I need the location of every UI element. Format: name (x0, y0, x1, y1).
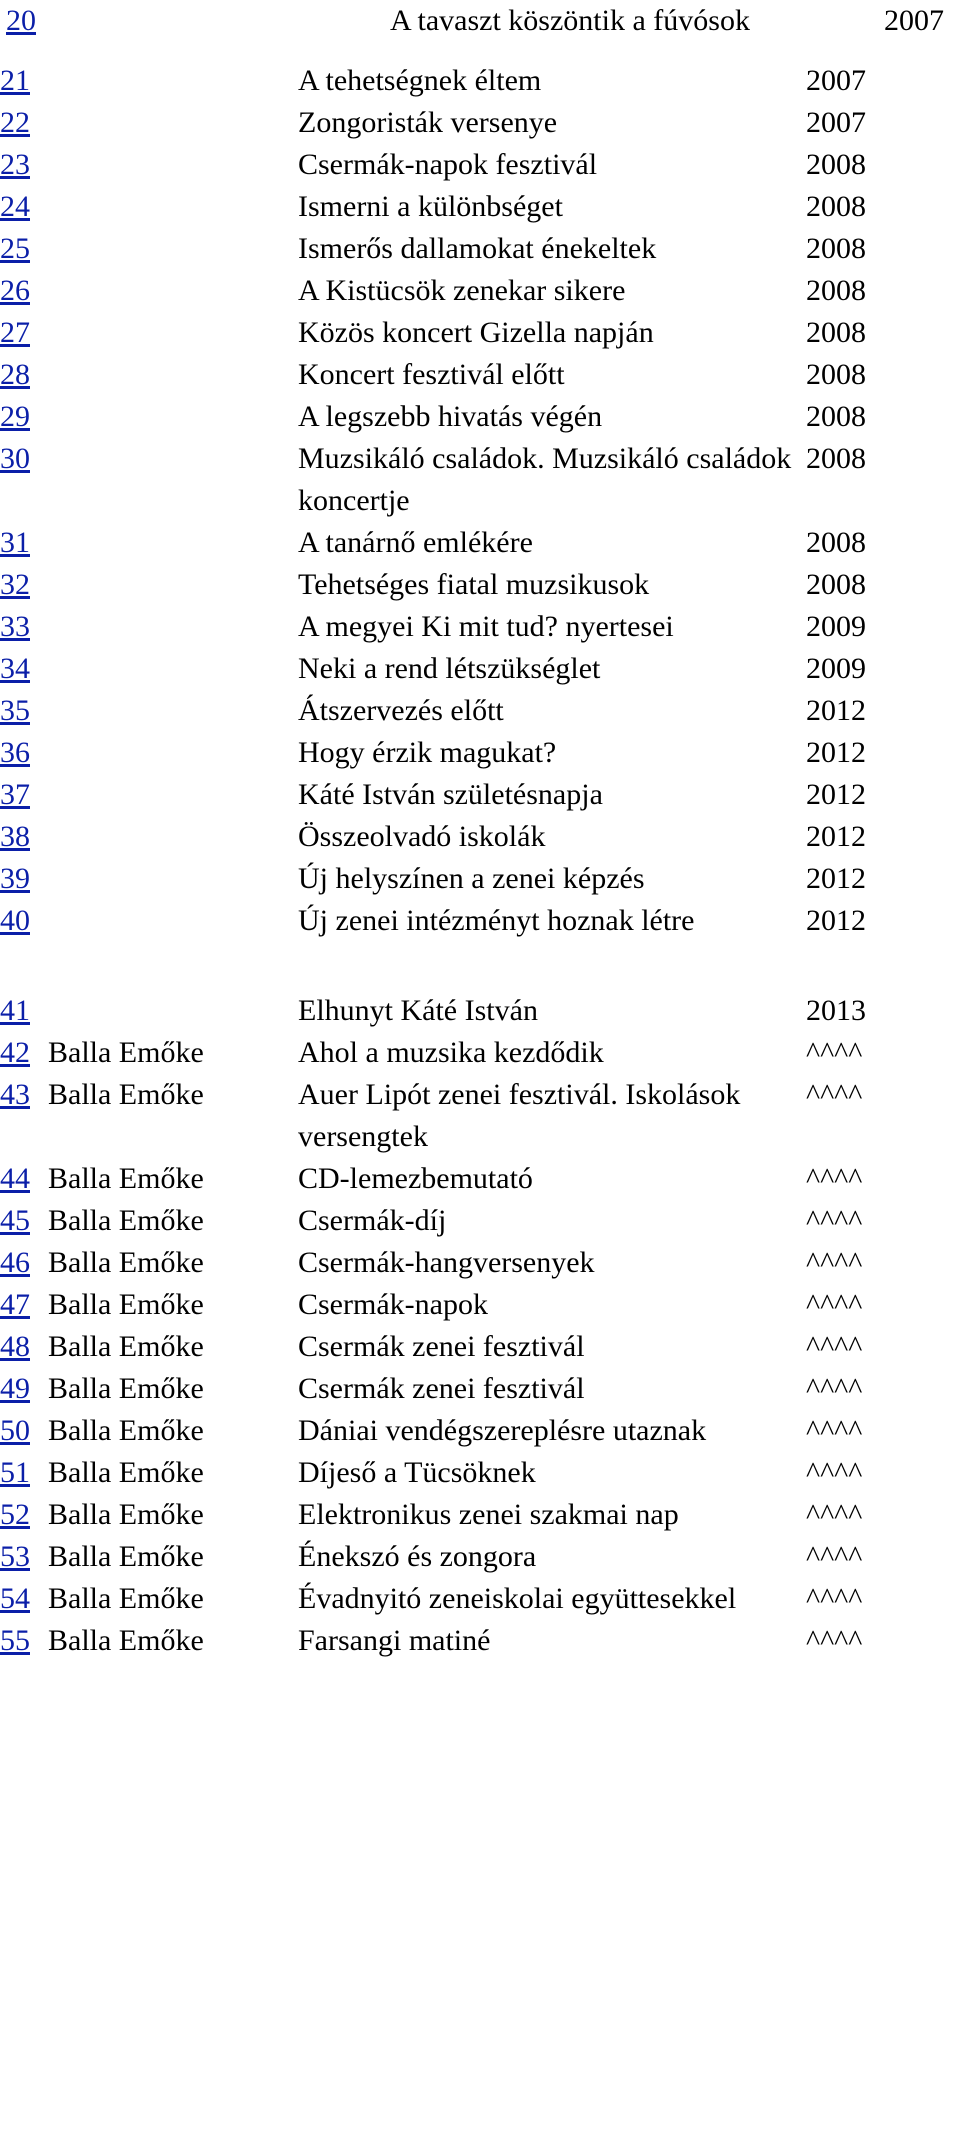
row-title: Csermák zenei fesztivál (298, 1330, 585, 1363)
row-author (48, 774, 298, 816)
row-author (48, 816, 298, 858)
row-title: Évadnyitó zeneiskolai együttesekkel (298, 1582, 737, 1615)
row-number-link[interactable]: 42 (0, 1036, 30, 1069)
row-title: A tanárnő emlékére (298, 526, 533, 559)
row-number-link[interactable]: 45 (0, 1204, 30, 1237)
row-year: 2007 (884, 4, 944, 37)
row-number-link[interactable]: 53 (0, 1540, 30, 1573)
table-row (0, 1536, 946, 1578)
row-title: Auer Lipót zenei fesztivál. Iskolások versengtek (298, 1078, 741, 1153)
row-number-link[interactable]: 40 (0, 904, 30, 937)
row-number-link[interactable]: 25 (0, 232, 30, 265)
row-year: 2012 (806, 778, 866, 811)
table-row (0, 732, 946, 774)
row-author: Balla Emőke (48, 1414, 204, 1447)
row-number-link[interactable]: 55 (0, 1624, 30, 1657)
group-gap (0, 942, 946, 990)
row-year: 2013 (806, 994, 866, 1027)
table-row (0, 1368, 946, 1410)
row-author (48, 858, 298, 900)
row-year: 2009 (806, 610, 866, 643)
table-row (0, 1578, 946, 1620)
row-title: Hogy érzik magukat? (298, 736, 557, 769)
row-number-link[interactable]: 38 (0, 820, 30, 853)
row-title: A tavaszt köszöntik a fúvósok (390, 4, 750, 37)
row-title: Csermák-díj (298, 1204, 447, 1237)
row-number-link[interactable]: 34 (0, 652, 30, 685)
row-year: 2007 (806, 106, 866, 139)
table-row (0, 438, 946, 522)
row-title: Dániai vendégszereplésre utaznak (298, 1414, 707, 1447)
row-author: Balla Emőke (48, 1372, 204, 1405)
row-title: Átszervezés előtt (298, 694, 504, 727)
row-title: Csermák-napok fesztivál (298, 148, 598, 181)
row-year: ^^^^ (806, 1162, 863, 1195)
table-row (0, 102, 946, 144)
row-year: 2009 (806, 652, 866, 685)
table-row (0, 1074, 946, 1158)
row-author: Balla Emőke (48, 1456, 204, 1489)
row-number-link[interactable]: 54 (0, 1582, 30, 1615)
row-year: 2012 (806, 820, 866, 853)
row-title: Farsangi matiné (298, 1624, 491, 1657)
row-author: Balla Emőke (48, 1288, 204, 1321)
row-number-link[interactable]: 30 (0, 442, 30, 475)
row-number-link[interactable]: 20 (6, 4, 36, 37)
row-author: Balla Emőke (48, 1624, 204, 1657)
row-number-link[interactable]: 39 (0, 862, 30, 895)
table-row (0, 396, 946, 438)
table-row (0, 1620, 946, 1662)
table-row (0, 1284, 946, 1326)
row-year: ^^^^ (806, 1204, 863, 1237)
table-row (0, 990, 946, 1032)
row-number-link[interactable]: 21 (0, 64, 30, 97)
row-title: Ahol a muzsika kezdődik (298, 1036, 604, 1069)
row-number-link[interactable]: 24 (0, 190, 30, 223)
row-title: Közös koncert Gizella napján (298, 316, 654, 349)
row-number-link[interactable]: 29 (0, 400, 30, 433)
row-year: ^^^^ (806, 1456, 863, 1489)
row-year: 2012 (806, 904, 866, 937)
row-title: Csermák zenei fesztivál (298, 1372, 585, 1405)
row-title: Ismerni a különbséget (298, 190, 563, 223)
row-title: Csermák-napok (298, 1288, 488, 1321)
row-year: 2008 (806, 358, 866, 391)
row-year: 2008 (806, 316, 866, 349)
row-title: Muzsikáló családok. Muzsikáló családok koncertje (298, 442, 792, 517)
row-number-link[interactable]: 33 (0, 610, 30, 643)
table-row (0, 564, 946, 606)
table-row (0, 354, 946, 396)
row-author: Balla Emőke (48, 1162, 204, 1195)
row-number-link[interactable]: 36 (0, 736, 30, 769)
table-row (0, 774, 946, 816)
row-author (48, 900, 298, 942)
row-author (48, 270, 298, 312)
row-year: 2012 (806, 694, 866, 727)
row-author (48, 60, 298, 102)
row-title: Elhunyt Káté István (298, 994, 538, 1027)
row-number-link[interactable]: 32 (0, 568, 30, 601)
table-row (0, 648, 946, 690)
row-number-link[interactable]: 50 (0, 1414, 30, 1447)
row-number-link[interactable]: 43 (0, 1078, 30, 1111)
row-author (48, 312, 298, 354)
row-title: Új helyszínen a zenei képzés (298, 862, 645, 895)
row-year: 2008 (806, 526, 866, 559)
list-row-top (0, 0, 960, 60)
row-year: ^^^^ (806, 1372, 863, 1405)
row-year: ^^^^ (806, 1582, 863, 1615)
row-number-link[interactable]: 35 (0, 694, 30, 727)
row-author (48, 690, 298, 732)
row-year: ^^^^ (806, 1246, 863, 1279)
article-table (0, 60, 946, 1662)
row-number-link[interactable]: 37 (0, 778, 30, 811)
row-title: Díjeső a Tücsöknek (298, 1456, 536, 1489)
table-row (0, 1494, 946, 1536)
table-row (0, 186, 946, 228)
table-row (0, 1242, 946, 1284)
row-author: Balla Emőke (48, 1078, 204, 1111)
row-year: ^^^^ (806, 1624, 863, 1657)
row-number-link[interactable]: 48 (0, 1330, 30, 1363)
row-number-link[interactable]: 26 (0, 274, 30, 307)
row-author (48, 354, 298, 396)
row-number-link[interactable]: 49 (0, 1372, 30, 1405)
table-row (0, 522, 946, 564)
table-row (0, 312, 946, 354)
row-title: CD-lemezbemutató (298, 1162, 533, 1195)
table-row (0, 858, 946, 900)
table-row (0, 690, 946, 732)
row-title: A megyei Ki mit tud? nyertesei (298, 610, 674, 643)
row-number-link[interactable]: 28 (0, 358, 30, 391)
row-number-link[interactable]: 52 (0, 1498, 30, 1531)
row-year: ^^^^ (806, 1498, 863, 1531)
row-author (48, 564, 298, 606)
row-year: ^^^^ (806, 1288, 863, 1321)
row-title: Összeolvadó iskolák (298, 820, 546, 853)
table-row (0, 1200, 946, 1242)
row-year: 2012 (806, 862, 866, 895)
row-author (48, 606, 298, 648)
row-title: A legszebb hivatás végén (298, 400, 603, 433)
table-row (0, 900, 946, 942)
row-author: Balla Emőke (48, 1498, 204, 1531)
row-year: 2008 (806, 400, 866, 433)
row-number-link[interactable]: 22 (0, 106, 30, 139)
row-year: 2008 (806, 442, 866, 475)
row-author: Balla Emőke (48, 1330, 204, 1363)
row-title: Csermák-hangversenyek (298, 1246, 595, 1279)
row-year: 2008 (806, 232, 866, 265)
row-title: Koncert fesztivál előtt (298, 358, 565, 391)
row-author (48, 144, 298, 186)
row-year: ^^^^ (806, 1414, 863, 1447)
row-author (48, 186, 298, 228)
row-title: Énekszó és zongora (298, 1540, 537, 1573)
row-title: Elektronikus zenei szakmai nap (298, 1498, 679, 1531)
row-author (48, 990, 298, 1032)
row-number-link[interactable]: 46 (0, 1246, 30, 1279)
row-author: Balla Emőke (48, 1204, 204, 1237)
row-number-link[interactable]: 23 (0, 148, 30, 181)
row-number-link[interactable]: 51 (0, 1456, 30, 1489)
row-number-link[interactable]: 47 (0, 1288, 30, 1321)
row-author: Balla Emőke (48, 1246, 204, 1279)
row-title: Zongoristák versenye (298, 106, 558, 139)
table-row (0, 60, 946, 102)
table-row (0, 1158, 946, 1200)
table-row (0, 1326, 946, 1368)
row-title: Ismerős dallamokat énekeltek (298, 232, 657, 265)
row-number-link[interactable]: 27 (0, 316, 30, 349)
row-year: 2008 (806, 190, 866, 223)
row-year: ^^^^ (806, 1036, 863, 1069)
row-number-link[interactable]: 44 (0, 1162, 30, 1195)
row-year: 2008 (806, 568, 866, 601)
row-author (48, 102, 298, 144)
table-row (0, 816, 946, 858)
table-row (0, 606, 946, 648)
row-title: Káté István születésnapja (298, 778, 603, 811)
row-author (48, 228, 298, 270)
row-number-link[interactable]: 31 (0, 526, 30, 559)
table-row (0, 1410, 946, 1452)
row-title: Tehetséges fiatal muzsikusok (298, 568, 650, 601)
row-title: Neki a rend létszükséglet (298, 652, 601, 685)
row-author (48, 438, 298, 522)
row-year: 2007 (806, 64, 866, 97)
table-row (0, 144, 946, 186)
row-author (48, 648, 298, 690)
row-year: 2008 (806, 274, 866, 307)
row-author (48, 396, 298, 438)
row-author: Balla Emőke (48, 1582, 204, 1615)
row-author: Balla Emőke (48, 1540, 204, 1573)
row-title: A tehetségnek éltem (298, 64, 542, 97)
row-title: Új zenei intézményt hoznak létre (298, 904, 695, 937)
row-number-link[interactable]: 41 (0, 994, 30, 1027)
row-author (48, 522, 298, 564)
row-year: 2012 (806, 736, 866, 769)
table-row (0, 228, 946, 270)
row-author: Balla Emőke (48, 1036, 204, 1069)
row-author (48, 732, 298, 774)
table-row (0, 1032, 946, 1074)
row-title: A Kistücsök zenekar sikere (298, 274, 626, 307)
row-year: 2008 (806, 148, 866, 181)
row-year: ^^^^ (806, 1540, 863, 1573)
row-year: ^^^^ (806, 1330, 863, 1363)
table-row (0, 1452, 946, 1494)
row-year: ^^^^ (806, 1078, 863, 1111)
table-row (0, 270, 946, 312)
